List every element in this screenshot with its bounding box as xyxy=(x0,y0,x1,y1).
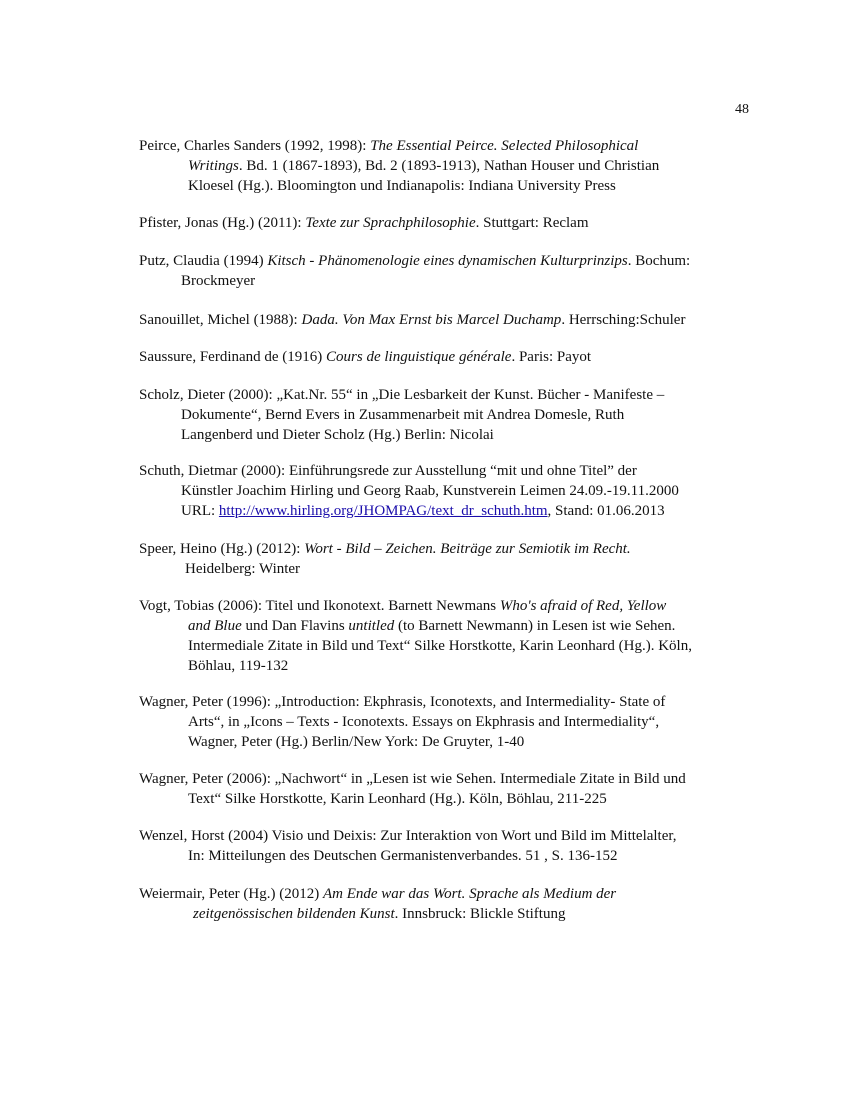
schuth-url-link[interactable]: http://www.hirling.org/JHOMPAG/text_dr_schuth.htm xyxy=(218,503,548,519)
entry-text: (to Barnett Newmann) in Lesen ist wie Sehen. xyxy=(394,618,676,634)
bibliography-entry-speer xyxy=(139,539,759,579)
bibliography-entry-schuth xyxy=(139,461,759,521)
bibliography-entry-scholz xyxy=(139,385,759,445)
entry-line: Langenberd und Dieter Scholz (Hg.) Berlin: Nicolai xyxy=(181,427,494,443)
entry-line: In: Mitteilungen des Deutschen Germanistenverbandes. 51 , S. 136-152 xyxy=(188,848,618,864)
entry-text: und Dan Flavins xyxy=(241,618,349,634)
entry-line xyxy=(139,596,759,616)
entry-line: Arts“, in „Icons – Texts - Iconotexts. Essays on Ekphrasis and Intermediality“, xyxy=(188,714,660,730)
entry-line: Intermediale Zitate in Bild und Text“ Silke Horstkotte, Karin Leonhard (Hg.). Köln, xyxy=(188,638,692,654)
page-number: 48 xyxy=(735,102,749,117)
bibliography-entry-wenzel xyxy=(139,826,759,866)
entry-line: Kloesel (Hg.). Bloomington und Indianapolis: Indiana University Press xyxy=(188,178,616,194)
entry-title: untitled xyxy=(348,618,395,634)
entry-text: Saussure, Ferdinand de (1916) xyxy=(139,349,327,365)
entry-title: Wort - Bild – Zeichen. Beiträge zur Semiotik im Recht. xyxy=(304,541,631,557)
entry-line xyxy=(139,251,759,271)
entry-line xyxy=(139,539,759,559)
entry-line: Wenzel, Horst (2004) Visio und Deixis: Zur Interaktion von Wort und Bild im Mittelalter, xyxy=(139,828,677,844)
entry-title: Texte zur Sprachphilosophie xyxy=(305,215,476,231)
entry-line: Heidelberg: Winter xyxy=(185,561,301,577)
entry-title: Who's afraid of Red, Yellow xyxy=(499,598,667,614)
bibliography-entry-vogt xyxy=(139,596,759,676)
entry-line: Wagner, Peter (2006): „Nachwort“ in „Lesen ist wie Sehen. Intermediale Zitate in Bild und xyxy=(139,771,686,787)
entry-line: Text“ Silke Horstkotte, Karin Leonhard (Hg.). Köln, Böhlau, 211-225 xyxy=(188,791,607,807)
entry-line xyxy=(139,213,759,233)
entry-title: Writings xyxy=(188,158,239,174)
entry-line xyxy=(139,310,759,330)
bibliography-entry-wagner-1996 xyxy=(139,692,759,752)
entry-line xyxy=(139,884,759,904)
bibliography-entry-saussure xyxy=(139,347,759,367)
entry-text: Pfister, Jonas (Hg.) (2011): xyxy=(139,215,306,231)
entry-text: Peirce, Charles Sanders (1992, 1998): xyxy=(139,138,371,154)
entry-text: Putz, Claudia (1994) xyxy=(139,253,268,269)
entry-text: . Bd. 1 (1867-1893), Bd. 2 (1893-1913), Nathan Houser und Christian xyxy=(238,158,660,174)
entry-text: . Stuttgart: Reclam xyxy=(475,215,589,231)
entry-line: Scholz, Dieter (2000): „Kat.Nr. 55“ in „Die Lesbarkeit der Kunst. Bücher - Manifeste – xyxy=(139,387,665,403)
entry-text: , Stand: 01.06.2013 xyxy=(547,503,665,519)
entry-title: zeitgenössischen bildenden Kunst xyxy=(193,906,395,922)
entry-title: Kitsch - Phänomenologie eines dynamischen Kulturprinzips xyxy=(267,253,628,269)
bibliography-entry-peirce xyxy=(139,136,759,196)
entry-text: . Paris: Payot xyxy=(511,349,592,365)
entry-line xyxy=(139,616,759,636)
entry-text: . Innsbruck: Blickle Stiftung xyxy=(394,906,566,922)
entry-title: Am Ende war das Wort. Sprache als Medium der xyxy=(322,886,617,902)
bibliography-entry-wagner-2006 xyxy=(139,769,759,809)
bibliography-entry-putz xyxy=(139,251,759,291)
entry-title: and Blue xyxy=(188,618,242,634)
entry-text: Sanouillet, Michel (1988): xyxy=(139,312,302,328)
entry-line: Böhlau, 119-132 xyxy=(188,658,289,674)
entry-text: URL: xyxy=(181,503,219,519)
entry-line xyxy=(139,136,759,156)
entry-title: Cours de linguistique générale xyxy=(326,349,512,365)
entry-line: Wagner, Peter (1996): „Introduction: Ekphrasis, Iconotexts, and Intermediality- State of xyxy=(139,694,666,710)
entry-line xyxy=(139,904,759,924)
entry-text: . Herrsching:Schuler xyxy=(561,312,686,328)
bibliography-entry-sanouillet xyxy=(139,310,759,330)
entry-line xyxy=(139,501,759,521)
bibliography-entry-weiermair xyxy=(139,884,759,924)
entry-line: Schuth, Dietmar (2000): Einführungsrede zur Ausstellung “mit und ohne Titel” der xyxy=(139,463,637,479)
entry-line xyxy=(139,347,759,367)
entry-text: Weiermair, Peter (Hg.) (2012) xyxy=(139,886,323,902)
entry-text: Speer, Heino (Hg.) (2012): xyxy=(139,541,305,557)
entry-title: The Essential Peirce. Selected Philosophical xyxy=(370,138,639,154)
entry-line: Wagner, Peter (Hg.) Berlin/New York: De Gruyter, 1-40 xyxy=(188,734,525,750)
entry-line: Brockmeyer xyxy=(181,273,256,289)
entry-text: . Bochum: xyxy=(627,253,691,269)
entry-line: Dokumente“, Bernd Evers in Zusammenarbeit mit Andrea Domesle, Ruth xyxy=(181,407,625,423)
entry-title: Dada. Von Max Ernst bis Marcel Duchamp xyxy=(301,312,562,328)
bibliography-entry-pfister xyxy=(139,213,759,233)
entry-line xyxy=(139,156,759,176)
entry-line: Künstler Joachim Hirling und Georg Raab, Kunstverein Leimen 24.09.-19.11.2000 xyxy=(181,483,679,499)
entry-text: Vogt, Tobias (2006): Titel und Ikonotext. Barnett Newmans xyxy=(139,598,500,614)
